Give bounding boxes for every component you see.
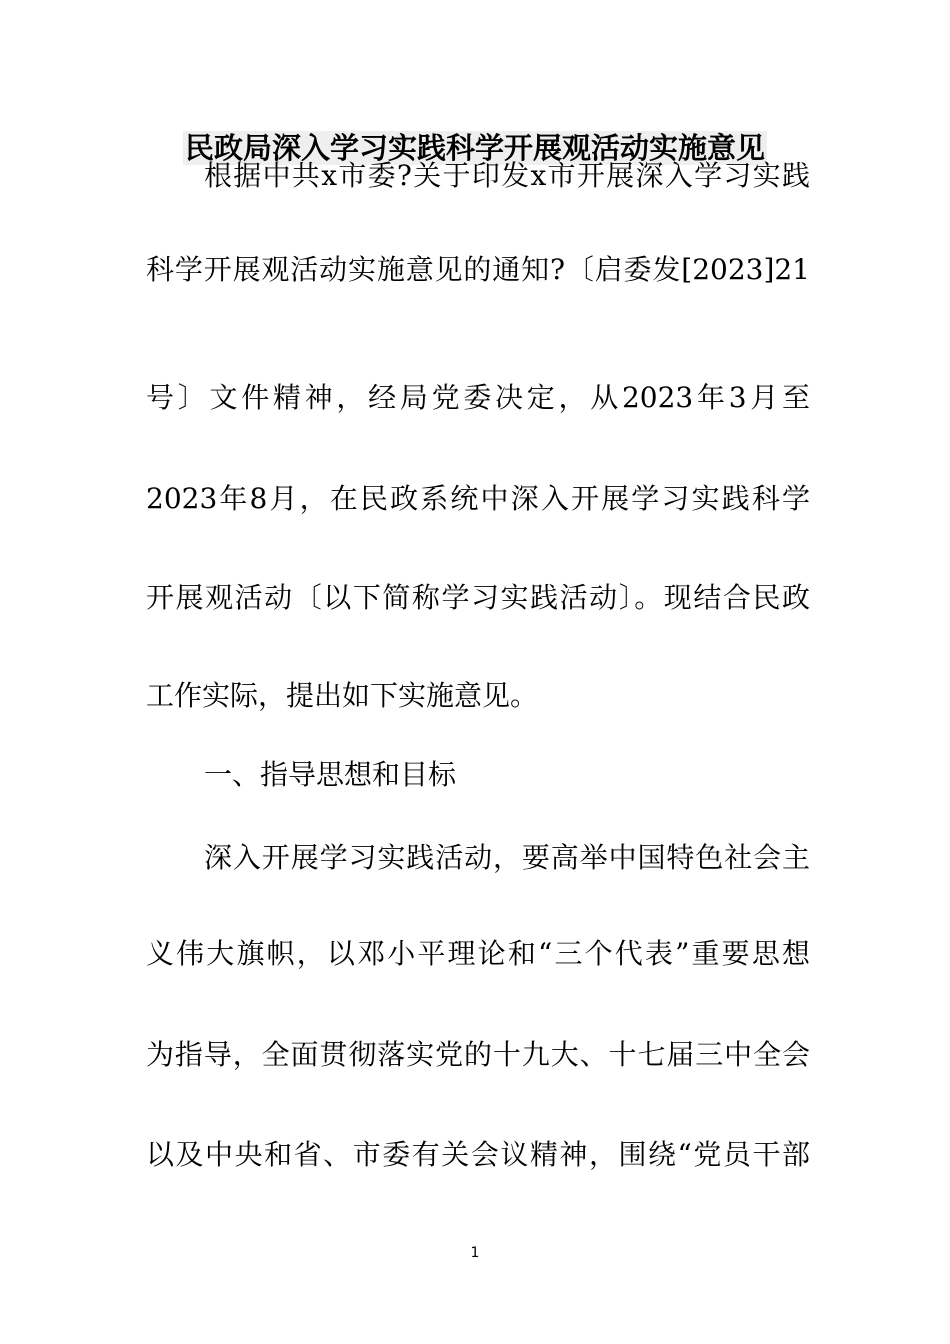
page-number: 1	[470, 1245, 480, 1261]
paragraph-1-line-4: 2023年8月，在民政系统中深入开展学习实践科学	[146, 482, 810, 515]
paragraph-2-line-2: 义伟大旗帜，以邓小平理论和“三个代表”重要思想	[146, 937, 810, 970]
document-title-text: 民政局深入学习实践科学开展观活动实施意见	[184, 131, 765, 165]
paragraph-2-line-3: 为指导，全面贯彻落实党的十九大、十七届三中全会	[146, 1038, 810, 1071]
paragraph-2-line-1: 深入开展学习实践活动，要高举中国特色社会主	[204, 841, 810, 874]
paragraph-1-line-3: 号〕文件精神，经局党委决定，从2023年3月至	[146, 381, 810, 414]
paragraph-1-line-6: 工作实际，提出如下实施意见。	[146, 679, 539, 712]
paragraph-1-line-1: 根据中共x市委?关于印发x市开展深入学习实践	[204, 159, 810, 192]
paragraph-1-line-5: 开展观活动〔以下简称学习实践活动〕。现结合民政	[146, 581, 810, 614]
paragraph-1-line-2: 科学开展观活动实施意见的通知?〔启委发[2023]21	[146, 253, 810, 286]
paragraph-2-line-4: 以及中央和省、市委有关会议精神，围绕“党员干部	[146, 1138, 810, 1171]
section-heading-1: 一、指导思想和目标	[204, 758, 457, 791]
